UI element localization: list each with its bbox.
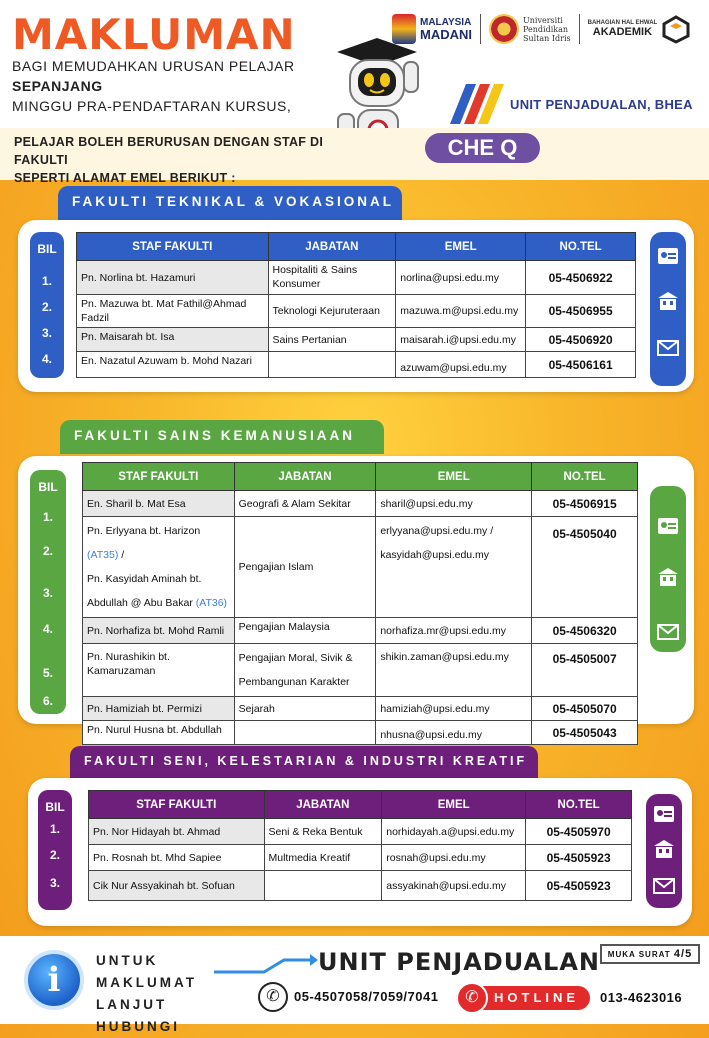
bhea-line2: AKADEMIK — [592, 26, 653, 38]
emel-cell[interactable]: norhidayah.a@upsi.edu.my — [382, 819, 526, 845]
upsi-seal-icon — [489, 14, 519, 44]
emel-cell[interactable]: maisarah.i@upsi.edu.my — [396, 328, 526, 352]
emel-cell[interactable]: sharil@upsi.edu.my — [376, 491, 532, 517]
bil-number: 1. — [49, 822, 60, 836]
emel-cell[interactable]: norhafiza.mr@upsi.edu.my — [376, 618, 532, 644]
staf-cell: Pn. Nurashikin bt. Kamaruzaman — [83, 644, 235, 697]
table-header-row — [77, 233, 636, 261]
emel-cell[interactable]: norlina@upsi.edu.my — [396, 261, 526, 295]
logo-strip — [392, 14, 691, 44]
section-title-kemanusiaan: FAKULTI SAINS KEMANUSIAAN — [74, 428, 356, 443]
staf-cell-multi: Pn. Erlyyana bt. Harizon (AT35) / Pn. Kasyidah Aminah bt. Abdullah @ Abu Bakar (AT36) — [83, 517, 235, 618]
email-icon — [652, 874, 676, 898]
bil-number: 2. — [41, 300, 52, 314]
cheq-badge: CHE Q — [425, 133, 540, 163]
contact-line1: UNTUK MAKLUMAT — [96, 953, 197, 990]
subtitle-part2: MINGGU PRA-PENDAFTARAN KURSUS, — [12, 98, 292, 114]
emel-cell[interactable]: hamiziah@upsi.edu.my — [376, 697, 532, 721]
emel-link[interactable]: erlyyana@upsi.edu.my / — [380, 525, 494, 537]
logo-divider — [480, 14, 481, 44]
emel-cell-multi — [376, 517, 532, 618]
bil-number: 3. — [42, 586, 53, 600]
column-header-jabatan: JABATAN — [264, 791, 382, 819]
hotline-number[interactable]: 013-4623016 — [600, 990, 683, 1005]
bil-column-seni — [38, 790, 72, 910]
upsi-line2: Pendidikan — [523, 24, 569, 34]
jabatan-cell: Sejarah — [234, 697, 376, 721]
table-row — [89, 845, 632, 871]
staf-cell: Pn. Norhafiza bt. Mohd Ramli — [83, 618, 235, 644]
column-header-tel: NO.TEL — [526, 233, 636, 261]
contact-line2: LANJUT HUBUNGI — [96, 997, 180, 1034]
staf-cell: En. Sharil b. Mat Esa — [83, 491, 235, 517]
table-row — [83, 618, 638, 644]
section-tab-kemanusiaan — [60, 420, 384, 454]
table-row — [89, 871, 632, 901]
section-tab-seni — [70, 746, 538, 780]
bil-number: 2. — [49, 848, 60, 862]
table-row — [77, 261, 636, 295]
email-icon — [656, 336, 680, 360]
column-header-emel: EMEL — [396, 233, 526, 261]
intro-line2: SEPERTI ALAMAT EMEL BERIKUT : — [14, 171, 236, 185]
table-row — [83, 697, 638, 721]
tel-cell: 05-4505923 — [526, 871, 632, 901]
bil-column-teknikal — [30, 232, 64, 378]
tel-cell: 05-4506320 — [532, 618, 638, 644]
arrow-right-icon — [214, 954, 318, 974]
table-row — [83, 644, 638, 697]
jabatan-cell — [268, 352, 396, 378]
emel-cell[interactable]: nhusna@upsi.edu.my — [376, 721, 532, 745]
tel-cell: 05-4506915 — [532, 491, 638, 517]
column-header-staf: STAF FAKULTI — [89, 791, 265, 819]
bil-header: BIL — [45, 800, 65, 814]
staf-cell: Pn. Maisarah bt. Isa — [77, 328, 269, 352]
column-header-jabatan: JABATAN — [234, 463, 376, 491]
phone-icon: ✆ — [258, 982, 288, 1012]
logo-divider-2 — [579, 14, 580, 44]
emel-cell[interactable]: mazuwa.m@upsi.edu.my — [396, 295, 526, 328]
bhea-emblem-icon — [661, 14, 691, 44]
subtitle — [12, 56, 332, 116]
staf-cell: Pn. Hamiziah bt. Permizi — [83, 697, 235, 721]
footer-unit-title: UNIT PENJADUALAN — [318, 948, 601, 976]
emel-cell[interactable]: shikin.zaman@upsi.edu.my — [376, 644, 532, 697]
section-title-teknikal: FAKULTI TEKNIKAL & VOKASIONAL — [72, 194, 394, 209]
page-indicator — [600, 944, 700, 964]
staf-cell: Pn. Nor Hidayah bt. Ahmad — [89, 819, 265, 845]
id-card-icon — [656, 244, 680, 268]
staff-table-teknikal — [76, 232, 636, 378]
column-header-emel: EMEL — [376, 463, 532, 491]
column-header-tel: NO.TEL — [526, 791, 632, 819]
staf-tag: (AT35) — [87, 549, 119, 561]
jabatan-cell — [264, 871, 382, 901]
hotline-badge: HOTLINE — [456, 986, 590, 1010]
page-title: MAKLUMAN — [12, 10, 296, 59]
jabatan-cell: Geografi & Alam Sekitar — [234, 491, 376, 517]
emel-cell[interactable]: azuwam@upsi.edu.my — [396, 352, 526, 378]
bhea-line1: BAHAGIAN HAL EHWAL — [587, 20, 658, 26]
jabatan-cell: Teknologi Kejuruteraan — [268, 295, 396, 328]
column-header-staf: STAF FAKULTI — [83, 463, 235, 491]
tel-cell: 05-4505040 — [532, 517, 638, 618]
icon-column-teknikal — [650, 232, 686, 386]
table-row — [83, 517, 638, 618]
emel-cell[interactable]: rosnah@upsi.edu.my — [382, 845, 526, 871]
subtitle-bold: SEPANJANG — [12, 78, 103, 94]
email-icon — [656, 620, 680, 644]
madani-text: MADANI — [420, 27, 472, 42]
column-header-emel: EMEL — [382, 791, 526, 819]
jabatan-cell: Hospitaliti & Sains Konsumer — [268, 261, 396, 295]
section-title-seni: FAKULTI SENI, KELESTARIAN & INDUSTRI KREATIF — [84, 754, 528, 768]
upsi-text — [523, 16, 571, 43]
table-row — [77, 295, 636, 328]
staf-name: Pn. Erlyyana bt. Harizon — [87, 525, 201, 537]
staf-cell: Cik Nur Assyakinah bt. Sofuan — [89, 871, 265, 901]
bil-number: 6. — [42, 694, 53, 708]
malaysia-text: MALAYSIA — [420, 17, 472, 28]
table-header-row — [89, 791, 632, 819]
staff-table-kemanusiaan — [82, 462, 638, 745]
upsi-line3: Sultan Idris — [523, 33, 571, 43]
jabatan-cell: Pengajian Malaysia — [234, 618, 376, 644]
bil-number: 5. — [42, 666, 53, 680]
column-header-tel: NO.TEL — [532, 463, 638, 491]
bhea-text — [588, 20, 658, 38]
bil-number: 2. — [42, 544, 53, 558]
staf-cell: Pn. Nurul Husna bt. Abdullah — [83, 721, 235, 745]
tel-cell: 05-4505070 — [532, 697, 638, 721]
bil-header: BIL — [37, 242, 57, 256]
table-row — [83, 721, 638, 745]
id-card-icon — [656, 514, 680, 538]
jabatan-cell: Seni & Reka Bentuk — [264, 819, 382, 845]
table-row — [89, 819, 632, 845]
bil-header: BIL — [38, 480, 58, 494]
bil-number: 1. — [41, 274, 52, 288]
bil-column-kemanusiaan — [30, 470, 66, 714]
bil-number: 1. — [42, 510, 53, 524]
table-row — [77, 352, 636, 378]
jabatan-cell — [234, 721, 376, 745]
upsi-logo — [489, 14, 571, 44]
emel-link[interactable]: kasyidah@upsi.edu.my — [380, 549, 490, 561]
table-header-row — [83, 463, 638, 491]
page-number: 4/5 — [673, 948, 693, 960]
staf-cell: Pn. Rosnah bt. Mhd Sapiee — [89, 845, 265, 871]
jabatan-cell: Pengajian Moral, Sivik & Pembangunan Karakter — [234, 644, 376, 697]
tel-cell: 05-4505007 — [532, 644, 638, 697]
bil-number: 4. — [41, 352, 52, 366]
intro-line1: PELAJAR BOLEH BERURUSAN DENGAN STAF DI FAKULTI — [14, 135, 324, 167]
page-label: MUKA SURAT — [607, 950, 671, 959]
column-header-jabatan: JABATAN — [268, 233, 396, 261]
building-icon — [656, 566, 680, 590]
emel-cell[interactable]: assyakinah@upsi.edu.my — [382, 871, 526, 901]
building-icon — [652, 838, 676, 862]
unit-label: UNIT PENJADUALAN, BHEA — [510, 97, 693, 112]
id-card-icon — [652, 802, 676, 826]
tel-cell: 05-4505923 — [526, 845, 632, 871]
staff-table-seni — [88, 790, 632, 901]
tel-cell: 05-4506955 — [526, 295, 636, 328]
staf-cell: Pn. Mazuwa bt. Mat Fathil@Ahmad Fadzil — [77, 295, 269, 328]
tel-cell: 05-4506920 — [526, 328, 636, 352]
icon-column-seni — [646, 794, 682, 908]
bil-number: 3. — [49, 876, 60, 890]
phone-number[interactable]: 05-4507058/7059/7041 — [294, 989, 439, 1004]
upsi-line1: Universiti — [523, 15, 563, 25]
staf-tag: (AT36) — [195, 597, 228, 609]
tel-cell: 05-4505043 — [532, 721, 638, 745]
tel-cell: 05-4506922 — [526, 261, 636, 295]
bil-number: 4. — [42, 622, 53, 636]
staf-name: Pn. Kasyidah Aminah bt. Abdullah @ Abu Bakar — [87, 573, 202, 609]
jabatan-cell: Sains Pertanian — [268, 328, 396, 352]
bil-number: 3. — [41, 326, 52, 340]
subtitle-part1: BAGI MEMUDAHKAN URUSAN PELAJAR — [12, 58, 295, 74]
column-header-staf: STAF FAKULTI — [77, 233, 269, 261]
staf-cell: Pn. Norlina bt. Hazamuri — [77, 261, 269, 295]
intro-text — [14, 133, 334, 187]
jabatan-cell: Pengajian Islam — [234, 517, 376, 618]
bhea-logo — [588, 14, 692, 44]
jabatan-cell: Multmedia Kreatif — [264, 845, 382, 871]
tel-cell: 05-4506161 — [526, 352, 636, 378]
info-icon: i — [24, 950, 84, 1010]
tel-cell: 05-4505970 — [526, 819, 632, 845]
staf-cell: En. Nazatul Azuwam b. Mohd Nazari — [77, 352, 269, 378]
building-icon — [656, 290, 680, 314]
table-row — [83, 491, 638, 517]
table-row — [77, 328, 636, 352]
section-tab-teknikal — [58, 186, 402, 220]
hotline-phone-icon: ✆ — [456, 982, 488, 1014]
icon-column-kemanusiaan — [650, 486, 686, 652]
